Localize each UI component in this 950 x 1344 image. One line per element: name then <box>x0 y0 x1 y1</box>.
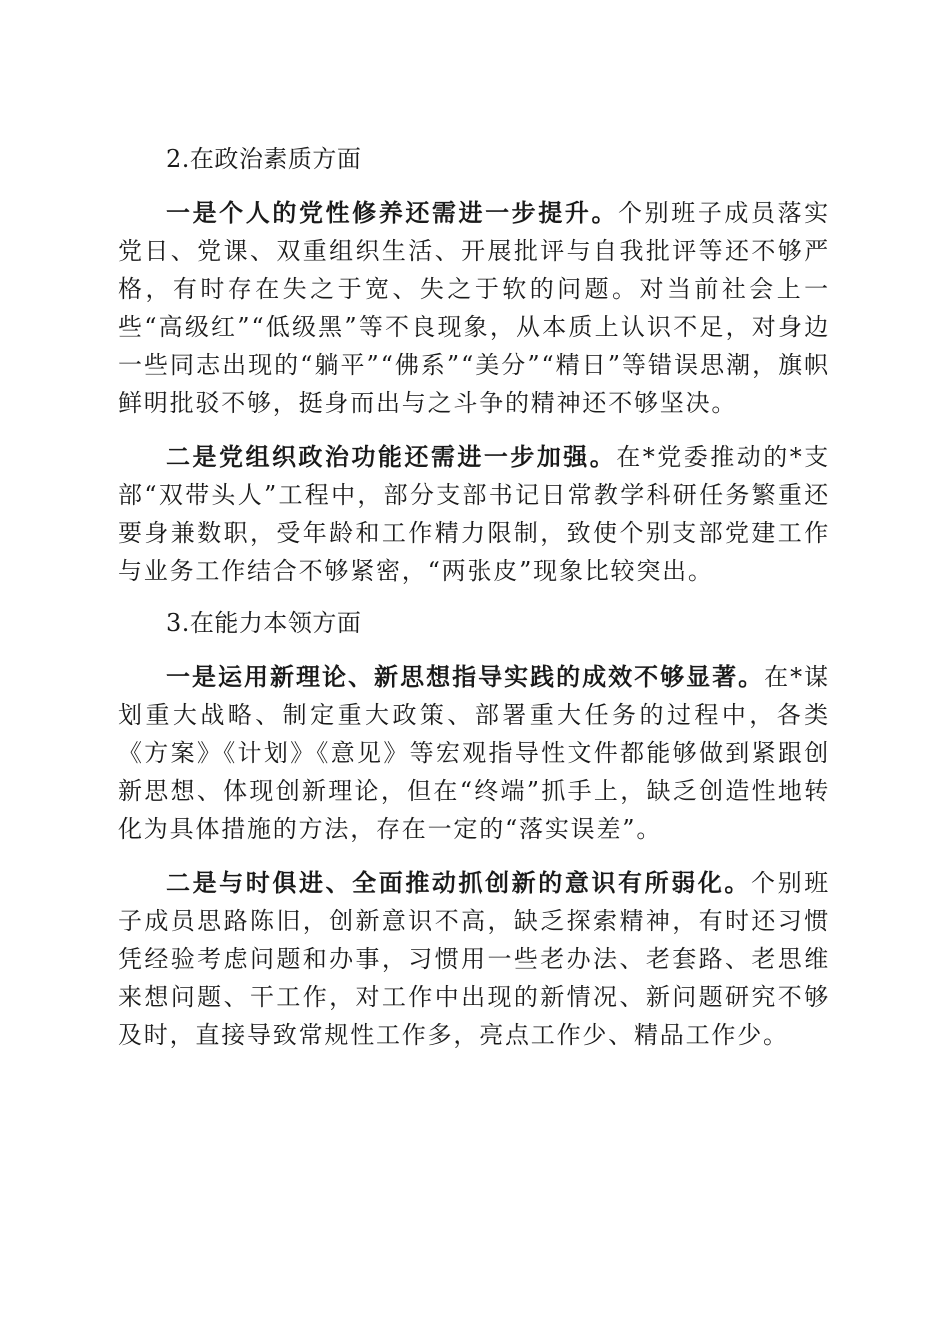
paragraph-body: 在*谋划重大战略、制定重大政策、部署重大任务的过程中，各类《方案》《计划》《意见》等宏观指导性文件都能够做到紧跟创新思想、体现创新理论，但在“终端”抓手上，缺乏创造性地转化为具体措施的方法，存在一定的“落实误差”。 <box>118 663 830 843</box>
paragraph-body: 个别班子成员思路陈旧，创新意识不高，缺乏探索精神，有时还习惯凭经验考虑问题和办事，习惯用一些老办法、老套路、老思维来想问题、干工作，对工作中出现的新情况、新问题研究不够及时，直接导致常规性工作多，亮点工作少、精品工作少。 <box>118 869 830 1049</box>
paragraph-party-organization <box>118 438 830 590</box>
paragraph-new-theory <box>118 658 830 848</box>
paragraph-party-spirit <box>118 194 830 422</box>
section-heading-political-quality: 2.在政治素质方面 <box>166 145 362 173</box>
section-heading-ability: 3.在能力本领方面 <box>166 609 362 637</box>
paragraph-lead: 一是运用新理论、新思想指导实践的成效不够显著。 <box>166 662 765 691</box>
paragraph-innovation <box>118 864 830 1054</box>
paragraph-lead: 二是与时俱进、全面推动抓创新的意识有所弱化。 <box>166 868 752 897</box>
paragraph-lead: 二是党组织政治功能还需进一步加强。 <box>166 442 617 471</box>
paragraph-body: 个别班子成员落实党日、党课、双重组织生活、开展批评与自我批评等还不够严格，有时存在失之于宽、失之于软的问题。对当前社会上一些“高级红”“低级黑”等不良现象，从本质上认识不足，对身边一些同志出现的“躺平”“佛系”“美分”“精日”等错误思潮，旗帜鲜明批驳不够，挺身而出与之斗争的精神还不够坚决。 <box>118 199 830 417</box>
document-page <box>118 140 830 1070</box>
paragraph-lead: 一是个人的党性修养还需进一步提升。 <box>166 198 619 227</box>
paragraph-body: 在*党委推动的*支部“双带头人”工程中，部分支部书记日常教学科研任务繁重还要身兼数职，受年龄和工作精力限制，致使个别支部党建工作与业务工作结合不够紧密，“两张皮”现象比较突出。 <box>118 443 830 585</box>
